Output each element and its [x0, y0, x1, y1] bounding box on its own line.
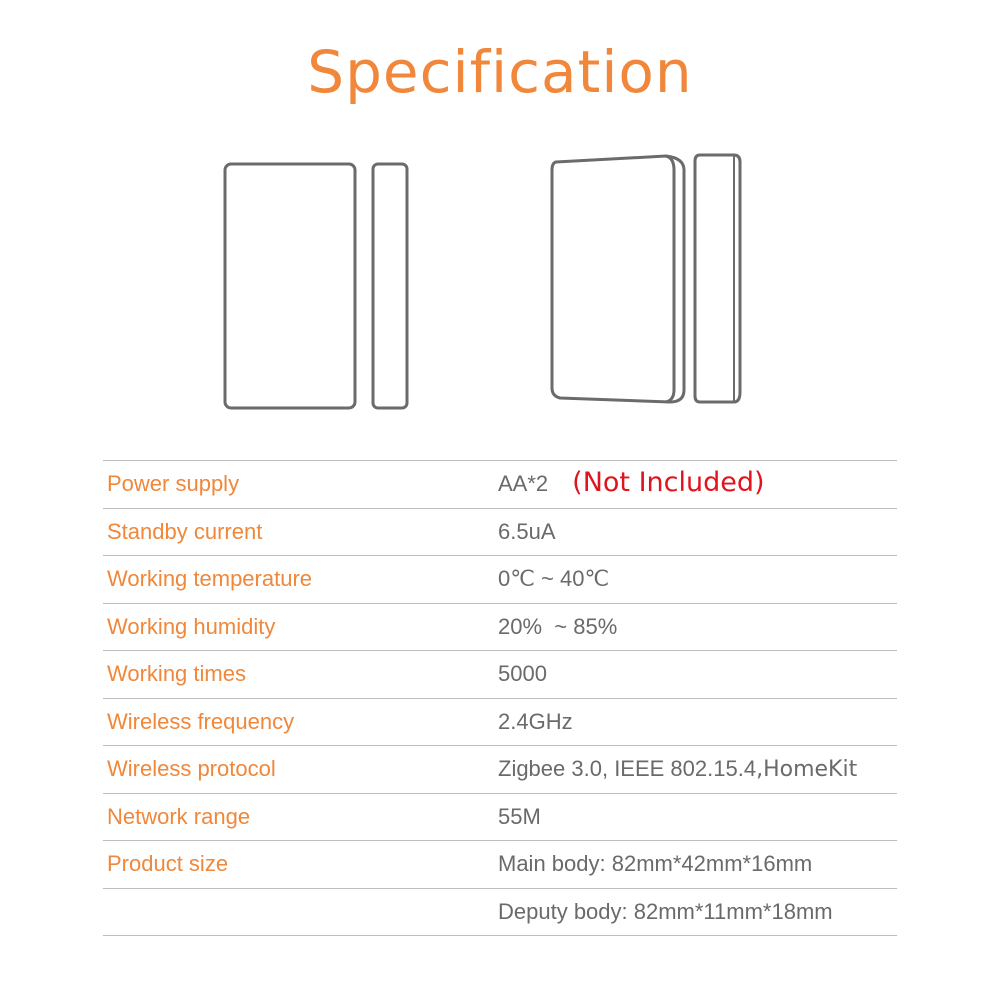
spec-label: Power supply — [107, 471, 240, 497]
spec-row-working-humidity — [103, 604, 897, 652]
spec-value: 55M — [498, 803, 541, 829]
sensor-main-angled-icon — [552, 156, 684, 402]
spec-row-power-supply — [103, 461, 897, 509]
sensor-main-front-icon — [225, 164, 355, 408]
spec-value: 6.5uA — [498, 518, 556, 544]
spec-row-product-size — [103, 841, 897, 889]
not-included-note: (Not Included) — [572, 466, 765, 498]
spec-row-network-range — [103, 794, 897, 842]
spec-value-text: Zigbee 3.0, IEEE 802.15.4 — [498, 756, 757, 782]
spec-value: 2.4GHz — [498, 708, 573, 734]
spec-value: 0℃ ~ 40℃ — [498, 566, 610, 592]
spec-row-wireless-frequency — [103, 699, 897, 747]
spec-row-wireless-protocol — [103, 746, 897, 794]
sensor-deputy-front-icon — [373, 164, 407, 408]
spec-label: Wireless protocol — [107, 756, 276, 782]
spec-row-working-times — [103, 651, 897, 699]
spec-label: Working times — [107, 661, 246, 687]
product-illustration — [0, 140, 1000, 430]
spec-row-standby-current — [103, 509, 897, 557]
page-title: Specification — [307, 38, 693, 106]
spec-value: Deputy body: 82mm*11mm*18mm — [498, 898, 833, 924]
spec-value-text: AA*2 — [498, 471, 549, 497]
spec-row-product-size-deputy — [103, 889, 897, 937]
spec-label: Wireless frequency — [107, 708, 295, 734]
homekit-suffix: ,HomeKit — [756, 756, 858, 782]
spec-label: Network range — [107, 803, 251, 829]
spec-value — [498, 746, 857, 793]
spec-label: Working humidity — [107, 613, 276, 639]
spec-value: Main body: 82mm*42mm*16mm — [498, 851, 813, 877]
spec-label: Standby current — [107, 518, 263, 544]
spec-value: 5000 — [498, 661, 547, 687]
spec-value — [498, 461, 765, 508]
spec-label: Product size — [107, 851, 229, 877]
spec-label: Working temperature — [107, 566, 313, 592]
spec-value: 20% ~ 85% — [498, 613, 618, 639]
sensor-deputy-angled-icon — [695, 155, 740, 402]
spec-table — [103, 460, 897, 936]
spec-row-working-temperature — [103, 556, 897, 604]
